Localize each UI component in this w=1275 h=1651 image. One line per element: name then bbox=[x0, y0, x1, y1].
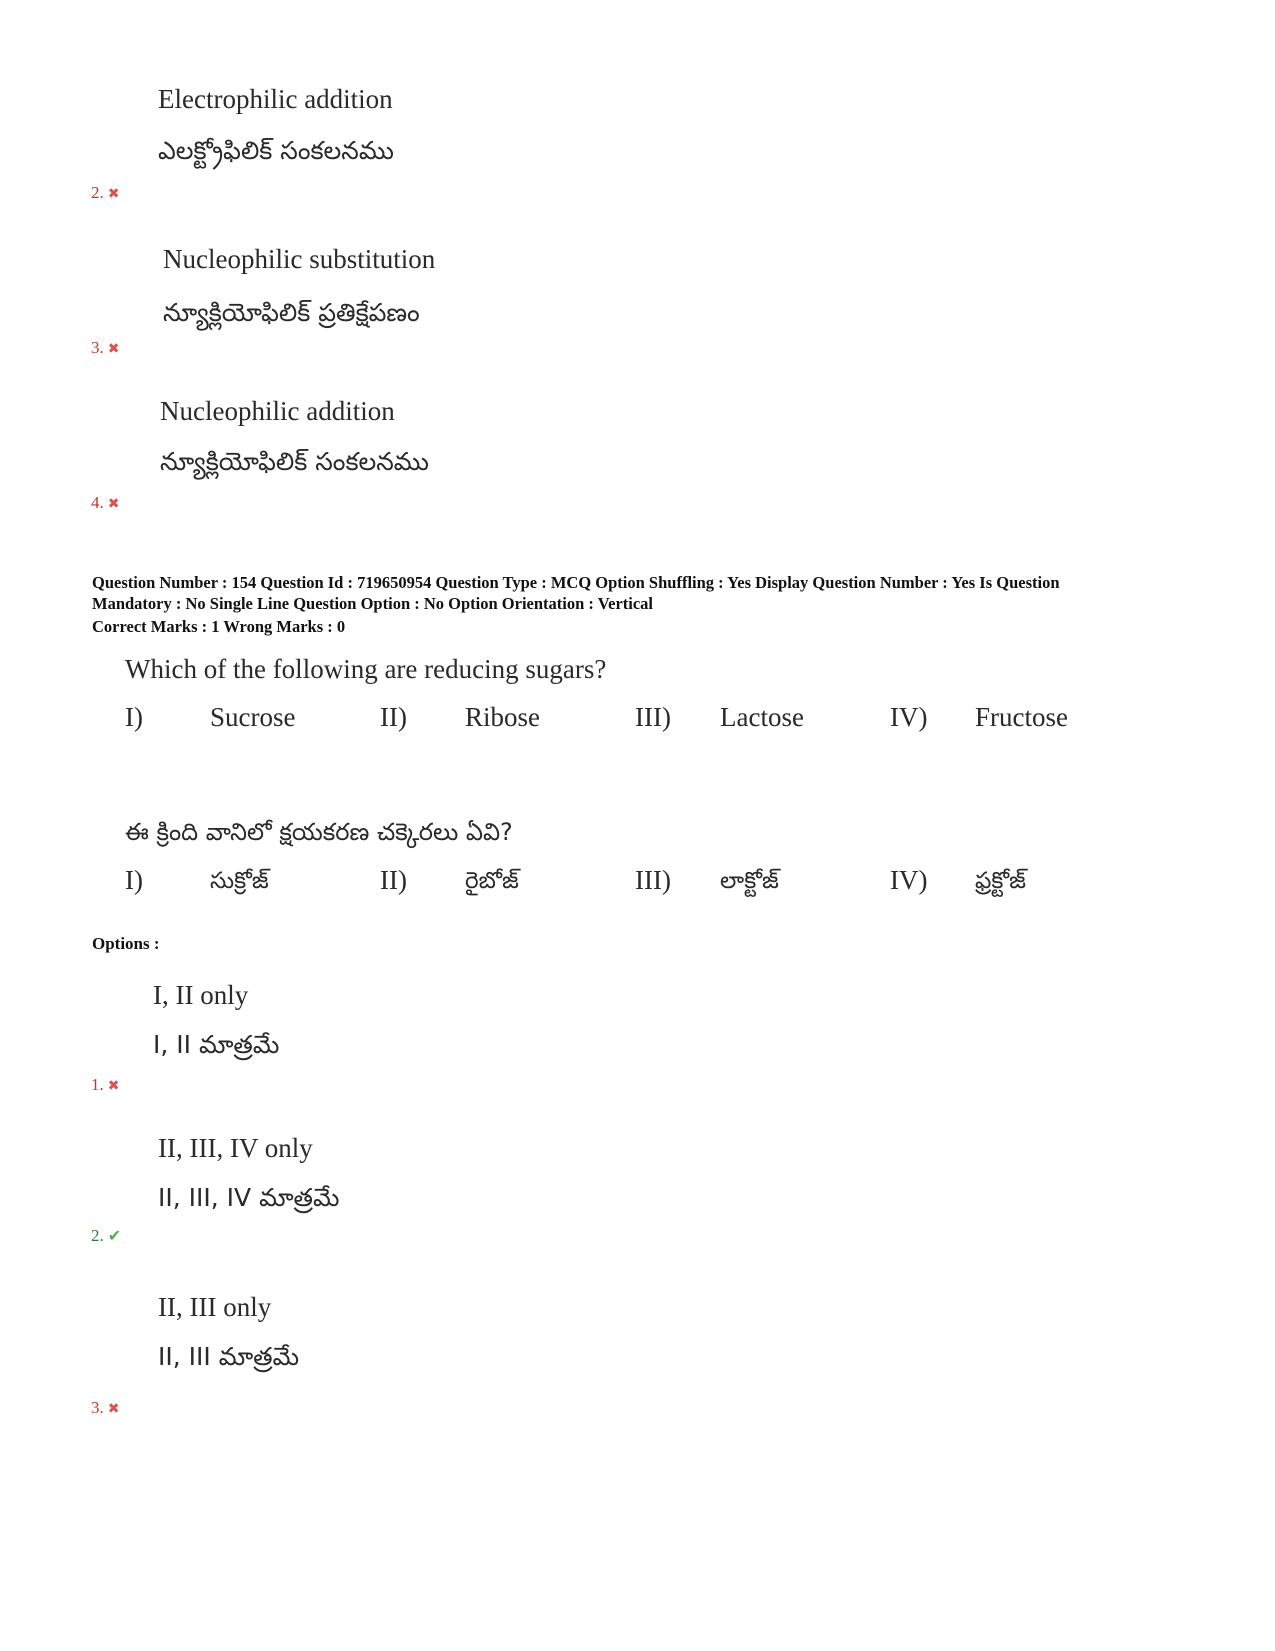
option-1-marker bbox=[91, 1075, 119, 1095]
marks-line: Correct Marks : 1 Wrong Marks : 0 bbox=[92, 617, 346, 636]
item-roman-2: II) bbox=[380, 702, 407, 732]
meta-line-1: Question Number : 154 Question Id : 719650954 Question Type : MCQ Option Shuffling : Yes Display Question Number : Yes Is Question bbox=[92, 573, 1060, 592]
option-number: 3. bbox=[91, 338, 104, 357]
question-text-en: Which of the following are reducing sugars? bbox=[125, 654, 607, 684]
prev-option-3-en: Nucleophilic substitution bbox=[163, 244, 436, 274]
option-number: 1. bbox=[91, 1075, 104, 1094]
item-roman-te-4: IV) bbox=[890, 865, 928, 895]
cross-icon: ✖ bbox=[107, 1402, 120, 1417]
option-number: 4. bbox=[91, 493, 104, 512]
prev-option-2-en: Electrophilic addition bbox=[158, 84, 393, 114]
option-2-en: II, III, IV only bbox=[158, 1133, 313, 1163]
item-roman-te-2: II) bbox=[380, 865, 407, 895]
cross-icon: ✖ bbox=[107, 497, 120, 512]
option-number: 2. bbox=[91, 183, 104, 202]
options-label: Options : bbox=[92, 934, 160, 953]
prev-option-2-marker bbox=[91, 183, 119, 203]
item-roman-te-1: I) bbox=[125, 865, 143, 895]
option-3-te: II, III మాత్రమే bbox=[158, 1342, 300, 1371]
check-icon: ✔ bbox=[107, 1228, 122, 1245]
item-name-2: Ribose bbox=[465, 702, 541, 732]
cross-icon: ✖ bbox=[107, 342, 120, 357]
option-3-marker bbox=[91, 1398, 119, 1418]
option-3-en: II, III only bbox=[158, 1292, 272, 1322]
item-roman-1: I) bbox=[125, 702, 143, 732]
option-number: 3. bbox=[91, 1398, 104, 1417]
prev-option-3-te: న్యూక్లియోఫిలిక్ ప్రతిక్షేపణం bbox=[163, 298, 420, 327]
item-roman-3: III) bbox=[635, 702, 671, 732]
item-name-te-1: సుక్రోజ్ bbox=[210, 868, 269, 894]
item-name-te-2: రైబోజ్ bbox=[465, 868, 519, 894]
item-name-4: Fructose bbox=[975, 702, 1068, 732]
prev-option-4-te: న్యూక్లియోఫిలిక్ సంకలనము bbox=[160, 447, 429, 476]
item-roman-4: IV) bbox=[890, 702, 928, 732]
option-number: 2. bbox=[91, 1226, 104, 1245]
item-roman-te-3: III) bbox=[635, 865, 671, 895]
item-name-te-4: ఫ్రక్టోజ్ bbox=[975, 868, 1026, 894]
item-name-3: Lactose bbox=[720, 702, 804, 732]
meta-line-2: Mandatory : No Single Line Question Option : No Option Orientation : Vertical bbox=[92, 594, 654, 613]
prev-option-4-en: Nucleophilic addition bbox=[160, 396, 395, 426]
question-text-te: ఈ క్రింది వానిలో క్షయకరణ చక్కెరలు ఏవి? bbox=[125, 818, 513, 846]
item-name-1: Sucrose bbox=[210, 702, 296, 732]
question-meta bbox=[92, 572, 1202, 637]
cross-icon: ✖ bbox=[107, 1079, 120, 1094]
prev-option-3-marker bbox=[91, 338, 119, 358]
option-2-marker bbox=[91, 1226, 121, 1246]
prev-option-2-te: ఎలక్ట్రోఫిలిక్ సంకలనము bbox=[158, 136, 394, 165]
prev-option-4-marker bbox=[91, 493, 119, 513]
option-1-en: I, II only bbox=[153, 980, 249, 1010]
option-2-te: II, III, IV మాత్రమే bbox=[158, 1183, 340, 1212]
option-1-te: I, II మాత్రమే bbox=[153, 1030, 280, 1059]
cross-icon: ✖ bbox=[107, 187, 120, 202]
item-name-te-3: లాక్టోజ్ bbox=[720, 868, 779, 894]
